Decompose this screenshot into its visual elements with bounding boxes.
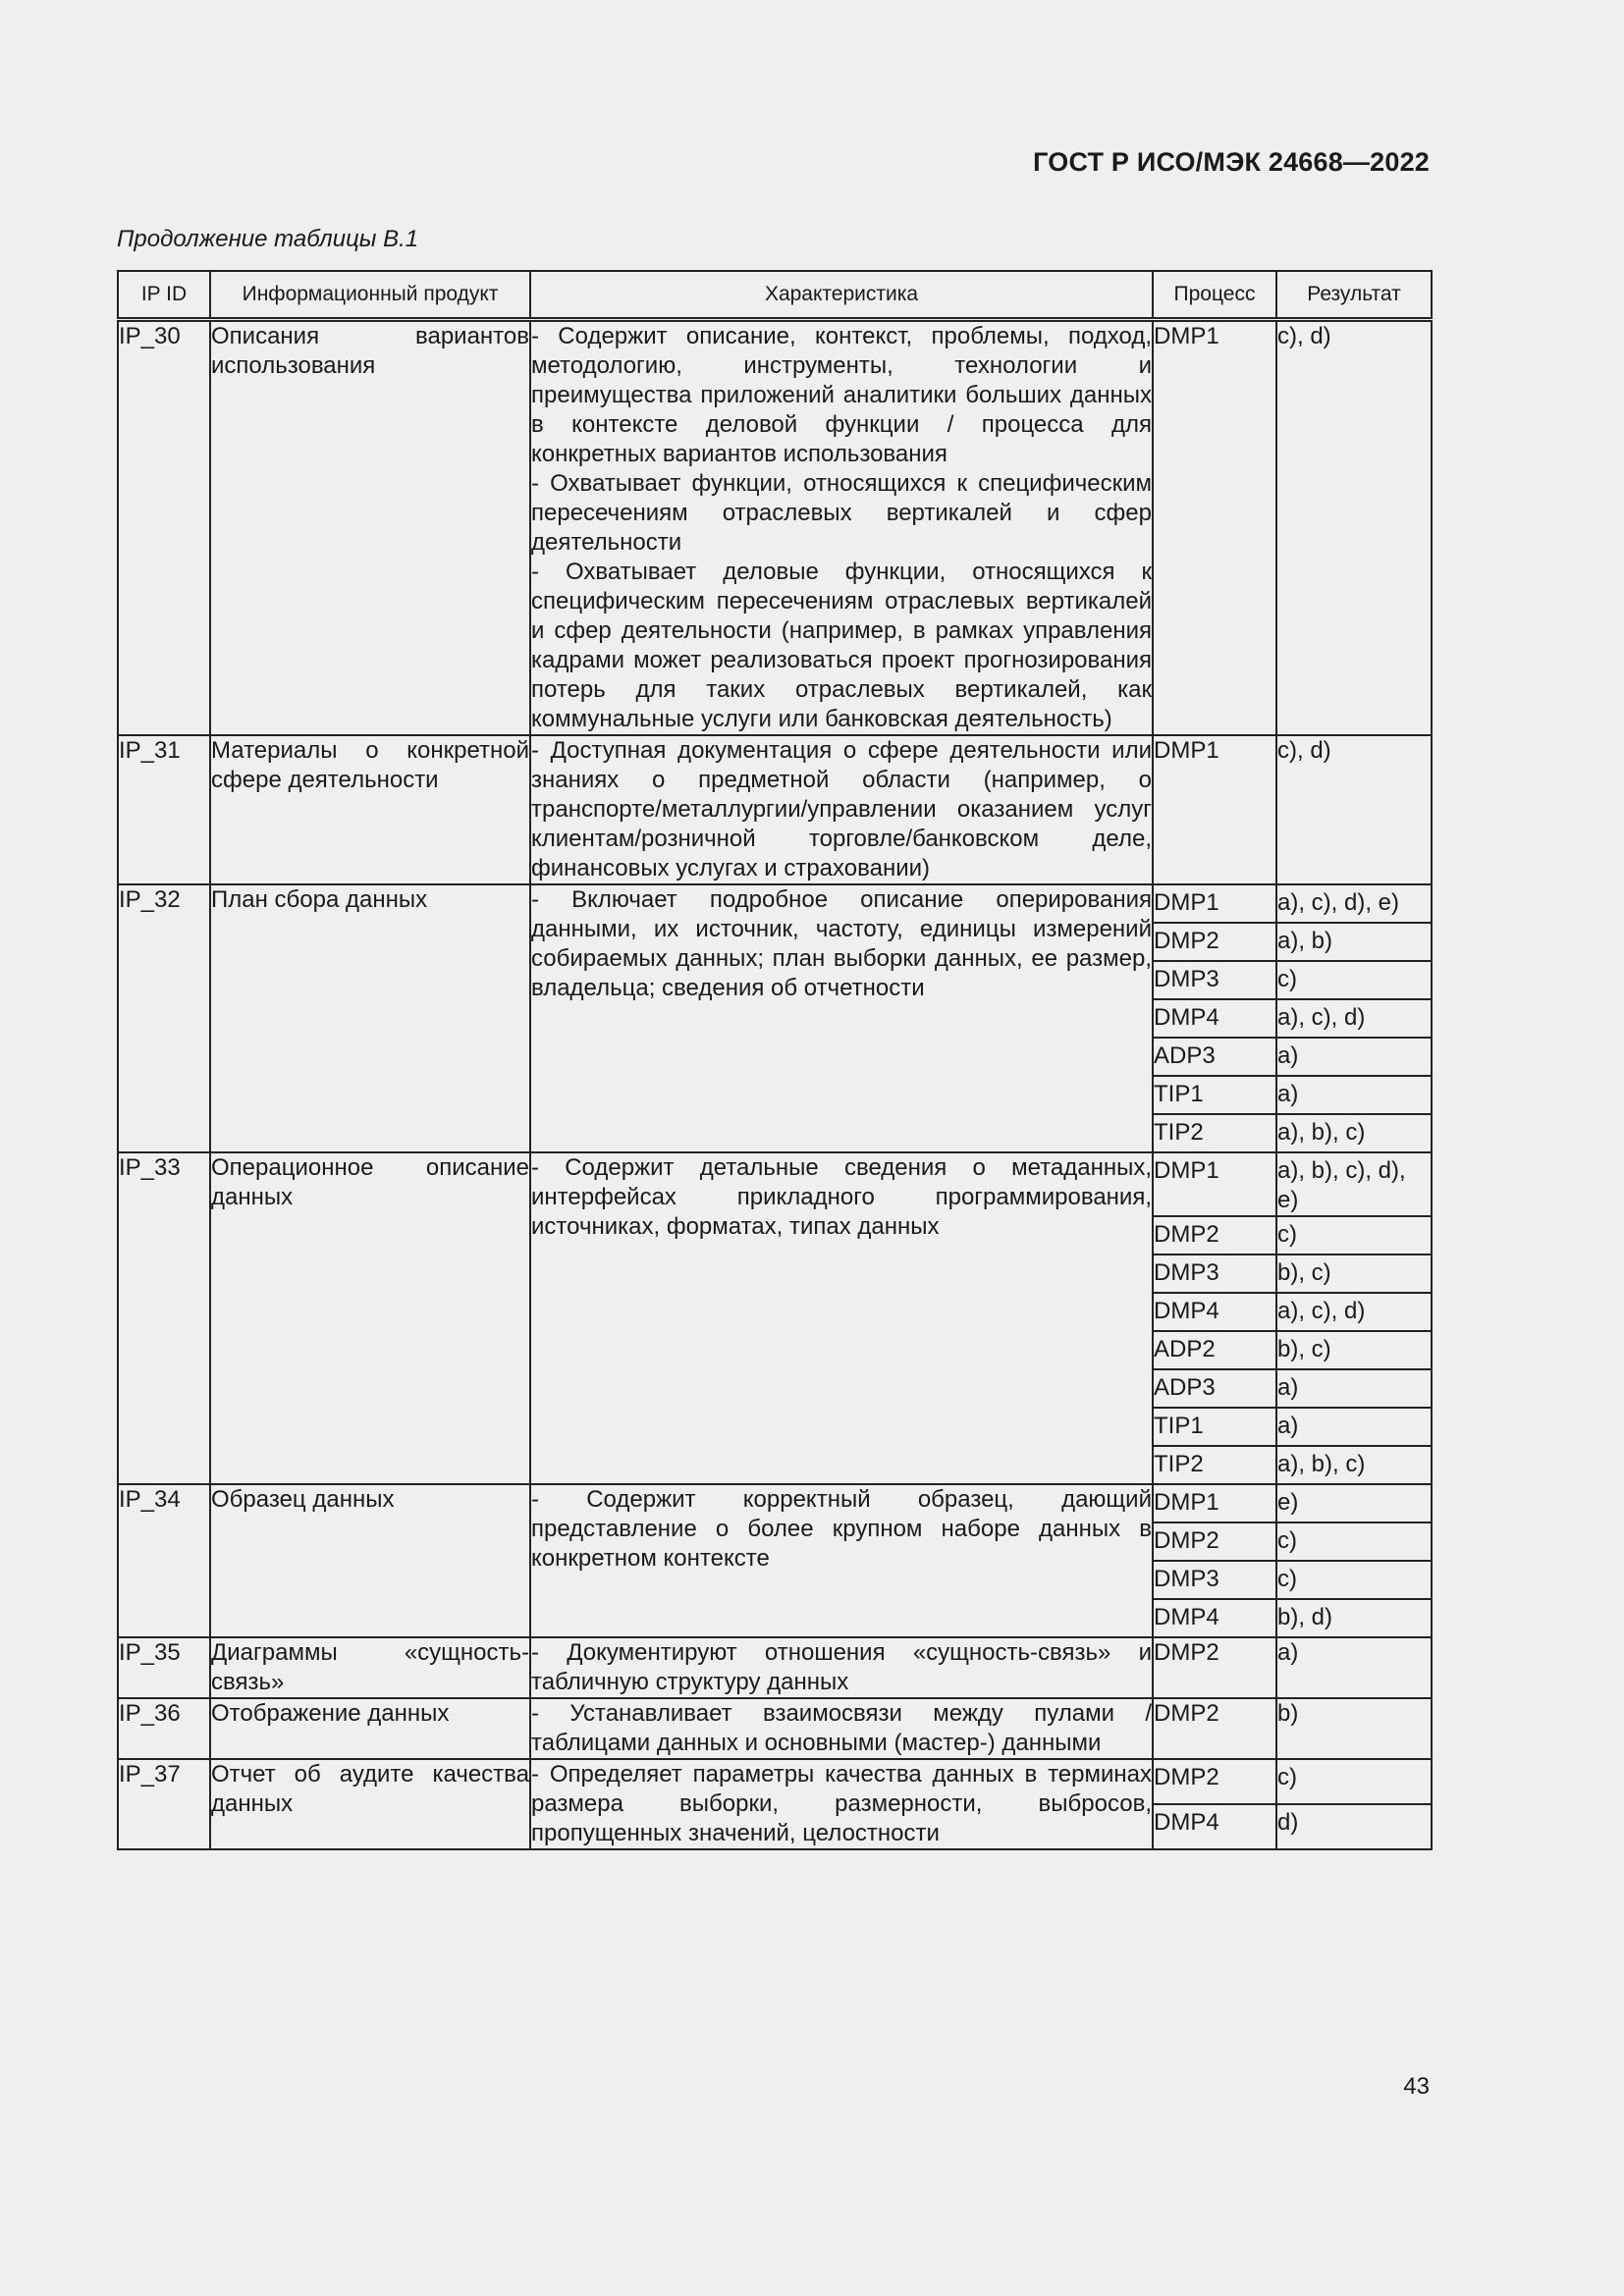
cell-ip-id: IP_30 bbox=[118, 320, 210, 736]
standard-designation: ГОСТ Р ИСО/МЭК 24668—2022 bbox=[1033, 147, 1430, 177]
cell-result: a) bbox=[1276, 1076, 1432, 1114]
cell-process: DMP1 bbox=[1153, 735, 1276, 884]
header-ip-id: IP ID bbox=[118, 271, 210, 320]
cell-process: DMP2 bbox=[1153, 1216, 1276, 1255]
cell-result: b), d) bbox=[1276, 1599, 1432, 1637]
cell-ip-id: IP_34 bbox=[118, 1484, 210, 1637]
cell-info-product: Операционное описание данных bbox=[210, 1152, 530, 1484]
cell-result: a), c), d), e) bbox=[1276, 884, 1432, 923]
cell-info-product: Материалы о конкретной сфере деятельности bbox=[210, 735, 530, 884]
cell-process: DMP3 bbox=[1153, 1255, 1276, 1293]
cell-result: e) bbox=[1276, 1484, 1432, 1522]
cell-result: d) bbox=[1276, 1804, 1432, 1849]
cell-info-product: Диаграммы «сущность-связь» bbox=[210, 1637, 530, 1698]
table-body bbox=[118, 320, 1432, 1850]
cell-result: c), d) bbox=[1276, 735, 1432, 884]
cell-ip-id: IP_36 bbox=[118, 1698, 210, 1759]
cell-process: TIP1 bbox=[1153, 1076, 1276, 1114]
cell-ip-id: IP_31 bbox=[118, 735, 210, 884]
cell-process: DMP1 bbox=[1153, 884, 1276, 923]
cell-result: c), d) bbox=[1276, 320, 1432, 736]
cell-characteristic: - Включает подробное описание оперирования данными, их источник, частоту, единицы измерений собираемых данных; план выборки данных, ее размер, владельца; сведения об отчетности bbox=[530, 884, 1153, 1152]
cell-process: DMP1 bbox=[1153, 1484, 1276, 1522]
cell-characteristic: - Доступная документация о сфере деятельности или знаниях о предметной области (например, о транспорте/металлургии/управлении оказанием услуг клиентам/розничной торговле/банковском деле, финансовых услугах и страховании) bbox=[530, 735, 1153, 884]
header-process: Процесс bbox=[1153, 271, 1276, 320]
cell-characteristic: - Содержит корректный образец, дающий представление о более крупном наборе данных в конкретном контексте bbox=[530, 1484, 1153, 1637]
cell-info-product: Отчет об аудите качества данных bbox=[210, 1759, 530, 1849]
table-row bbox=[118, 1637, 1432, 1698]
table-caption: Продолжение таблицы B.1 bbox=[117, 226, 419, 252]
cell-ip-id: IP_37 bbox=[118, 1759, 210, 1849]
cell-process: DMP2 bbox=[1153, 1698, 1276, 1759]
table-header-row bbox=[118, 271, 1432, 320]
cell-result: a) bbox=[1276, 1038, 1432, 1076]
cell-characteristic: - Документируют отношения «сущность-связь» и табличную структуру данных bbox=[530, 1637, 1153, 1698]
cell-process: ADP3 bbox=[1153, 1369, 1276, 1408]
cell-process: DMP2 bbox=[1153, 1759, 1276, 1804]
cell-result: c) bbox=[1276, 1522, 1432, 1561]
cell-result: a), b) bbox=[1276, 923, 1432, 961]
cell-characteristic: - Содержит детальные сведения о метаданных, интерфейсах прикладного программирования, источниках, форматах, типах данных bbox=[530, 1152, 1153, 1484]
cell-info-product: Отображение данных bbox=[210, 1698, 530, 1759]
cell-result: c) bbox=[1276, 961, 1432, 999]
cell-process: ADP2 bbox=[1153, 1331, 1276, 1369]
cell-characteristic: - Содержит описание, контекст, проблемы, подход, методологию, инструменты, технологии и преимущества приложений аналитики больших данных в контексте деловой функции / процесса для конкретных вариантов использования - Охватывает функции, относящихся к специфическим пересечениям отраслевых вертикалей и сфер деятельности - Охватывает деловые функции, относящихся к специфическим пересечениям отраслевых вертикалей и сфер деятельности (например, в рамках управления кадрами может реализоваться проект прогнозирования потерь для таких отраслевых вертикалей, как коммунальные услуги или банковская деятельность) bbox=[530, 320, 1153, 736]
cell-result: a) bbox=[1276, 1637, 1432, 1698]
cell-process: DMP2 bbox=[1153, 923, 1276, 961]
table-row bbox=[118, 884, 1432, 923]
cell-result: c) bbox=[1276, 1216, 1432, 1255]
table-row bbox=[118, 1698, 1432, 1759]
cell-info-product: Описания вариантов использования bbox=[210, 320, 530, 736]
cell-process: ADP3 bbox=[1153, 1038, 1276, 1076]
cell-result: c) bbox=[1276, 1561, 1432, 1599]
cell-process: DMP4 bbox=[1153, 1804, 1276, 1849]
cell-result: b), c) bbox=[1276, 1331, 1432, 1369]
cell-process: DMP3 bbox=[1153, 961, 1276, 999]
cell-characteristic: - Устанавливает взаимосвязи между пулами / таблицами данных и основными (мастер-) данными bbox=[530, 1698, 1153, 1759]
cell-ip-id: IP_32 bbox=[118, 884, 210, 1152]
cell-info-product: Образец данных bbox=[210, 1484, 530, 1637]
cell-process: DMP3 bbox=[1153, 1561, 1276, 1599]
cell-process: TIP1 bbox=[1153, 1408, 1276, 1446]
cell-result: a), c), d) bbox=[1276, 1293, 1432, 1331]
cell-result: a), b), c), d), e) bbox=[1276, 1152, 1432, 1216]
cell-result: a) bbox=[1276, 1408, 1432, 1446]
cell-result: a), c), d) bbox=[1276, 999, 1432, 1038]
cell-process: DMP4 bbox=[1153, 1293, 1276, 1331]
cell-result: b) bbox=[1276, 1698, 1432, 1759]
header-characteristic: Характеристика bbox=[530, 271, 1153, 320]
cell-process: DMP2 bbox=[1153, 1637, 1276, 1698]
cell-ip-id: IP_35 bbox=[118, 1637, 210, 1698]
cell-process: TIP2 bbox=[1153, 1114, 1276, 1152]
table-row bbox=[118, 320, 1432, 736]
cell-ip-id: IP_33 bbox=[118, 1152, 210, 1484]
cell-info-product: План сбора данных bbox=[210, 884, 530, 1152]
cell-result: a), b), c) bbox=[1276, 1114, 1432, 1152]
cell-result: a), b), c) bbox=[1276, 1446, 1432, 1484]
cell-result: b), c) bbox=[1276, 1255, 1432, 1293]
page-number: 43 bbox=[1403, 2073, 1430, 2100]
table-row bbox=[118, 1152, 1432, 1216]
header-info-product: Информационный продукт bbox=[210, 271, 530, 320]
cell-process: DMP4 bbox=[1153, 1599, 1276, 1637]
header-result: Результат bbox=[1276, 271, 1432, 320]
cell-result: a) bbox=[1276, 1369, 1432, 1408]
cell-characteristic: - Определяет параметры качества данных в терминах размера выборки, размерности, выбросов, пропущенных значений, целостности bbox=[530, 1759, 1153, 1849]
table-row bbox=[118, 1484, 1432, 1522]
information-products-table bbox=[117, 270, 1433, 1850]
table-row bbox=[118, 1759, 1432, 1804]
cell-process: TIP2 bbox=[1153, 1446, 1276, 1484]
table-row bbox=[118, 735, 1432, 884]
cell-process: DMP4 bbox=[1153, 999, 1276, 1038]
cell-result: c) bbox=[1276, 1759, 1432, 1804]
cell-process: DMP1 bbox=[1153, 1152, 1276, 1216]
cell-process: DMP1 bbox=[1153, 320, 1276, 736]
cell-process: DMP2 bbox=[1153, 1522, 1276, 1561]
